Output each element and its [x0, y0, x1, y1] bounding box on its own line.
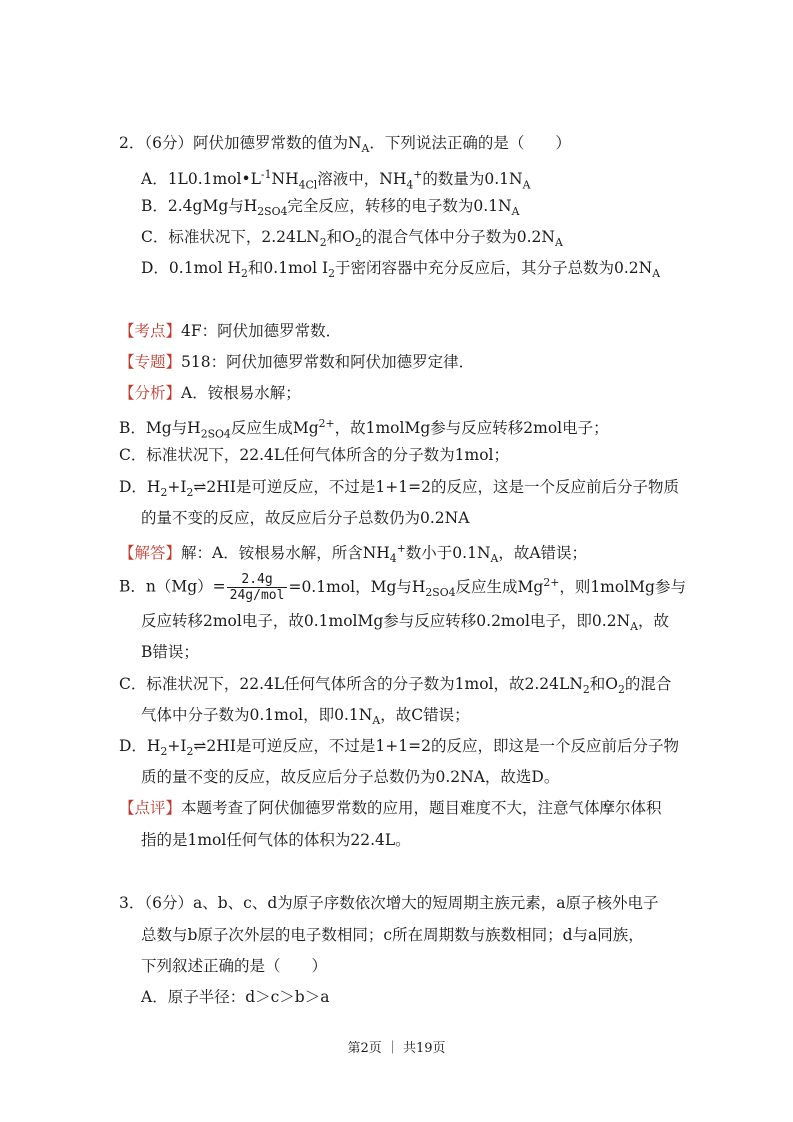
mass-fraction [227, 572, 288, 603]
jieda-b-post: =0.1mol，Mg与$H_{2SO4}$反应生成$Mg^{2+}$，则1molMg参与 [288, 575, 686, 599]
q2-stem: 2．（6分）阿伏加德罗常数的值为$N_A$．下列说法正确的是（ ） [119, 134, 571, 156]
kaodian-text: 4F：阿伏加德罗常数． [181, 322, 342, 340]
jieda-text-6: 质的量不变的反应，故反应后分子总数仍为0.2NA，故选D。 [141, 768, 560, 786]
q2-option-d: D．0.1mol $H_2$和0.1mol $I_2$于密闭容器中充分反应后，其分子总数为$0.2N_A$ [141, 259, 661, 281]
fenxi-text-2: C．标准状况下，22.4L任何气体所含的分子数为1mol； [119, 446, 510, 464]
fraction-numerator: 2.4g [241, 572, 273, 587]
jieda-text-5: D．$H_2+I_2\rightleftharpoons 2HI$是可逆反应，不过是1+1=2的反应，即这是一个反应前后分子物 [119, 737, 679, 759]
kaodian-tag: 【考点】 [119, 322, 182, 340]
dianping-line [119, 798, 662, 818]
q2-option-b: B．2.4gMg与$H_{2SO4}$完全反应，转移的电子数为$0.1N_A$ [141, 197, 520, 219]
jieda-line [119, 539, 587, 569]
page-footer: 第2页 ｜ 共19页 [347, 1041, 446, 1056]
jieda-text-1: 反应转移2mol电子，故0.1molMg参与反应转移0.2mol电子，即$0.2N_A$，故 [141, 612, 669, 634]
q3-stem-0: 3．（6分）a、b、c、d为原子序数依次增大的短周期主族元素，a原子核外电子 [119, 894, 659, 912]
zhuanti-line [119, 352, 474, 372]
fraction-denominator: 24g/mol [227, 587, 288, 603]
fenxi-text-3: D．$H_2+I_2\rightleftharpoons 2HI$是可逆反应，不过是1+1=2的反应，这是一个反应前后分子物质 [119, 478, 679, 500]
dianping-text-1: 指的是1mol任何气体的体积为22.4L。 [141, 831, 411, 849]
zhuanti-text: 518：阿伏加德罗常数和阿伏加德罗定律． [181, 353, 475, 371]
jieda-text-2: B错误； [141, 643, 199, 661]
q2-option-a: A．$1L0.1mol•L^{-1}NH_{4Cl}$溶液中，$NH_4^+$的数量为$0.1N_A$ [141, 168, 531, 192]
jieda-text-3: C．标准状况下，22.4L任何气体所含的分子数为1mol，故$2.24LN_2$和$O_2$的混合 [119, 675, 672, 697]
q3-stem-1: 总数与b原子次外层的电子数相同；c所在周期数与族数相同；d与a同族， [141, 926, 644, 944]
fenxi-line [119, 383, 301, 403]
jieda-b-pre: B．n（Mg）= [119, 577, 226, 596]
jieda-tag: 【解答】 [119, 544, 182, 563]
jieda-b-line [119, 572, 686, 603]
zhuanti-tag: 【专题】 [119, 353, 182, 371]
dianping-text-0: 本题考查了阿伏伽德罗常数的应用，题目难度不大，注意气体摩尔体积 [181, 799, 662, 817]
q3-stem-2: 下列叙述正确的是（ ） [141, 957, 328, 975]
kaodian-line [119, 321, 341, 341]
dianping-tag: 【点评】 [119, 799, 182, 817]
q3-option-a: A．原子半径：d＞c＞b＞a [141, 988, 330, 1006]
q2-option-c: C．标准状况下，$2.24LN_2$和$O_2$的混合气体中分子数为$0.2N_A$ [141, 228, 563, 250]
jieda-text-0: 解：A．铵根易水解，所含$NH_4^+$数小于$0.1N_A$，故A错误； [181, 542, 588, 566]
fenxi-text-1: B．Mg与$H_{2SO4}$反应生成$Mg^{2+}$，故1molMg参与反应转移2mol电子； [119, 417, 609, 441]
fenxi-text-0: A．铵根易水解； [181, 384, 301, 402]
jieda-text-4: 气体中分子数为0.1mol，即$0.1N_A$，故C错误； [141, 706, 470, 728]
fenxi-text-4: 的量不变的反应，故反应后分子总数仍为0.2NA [141, 509, 470, 527]
fenxi-tag: 【分析】 [119, 384, 182, 402]
